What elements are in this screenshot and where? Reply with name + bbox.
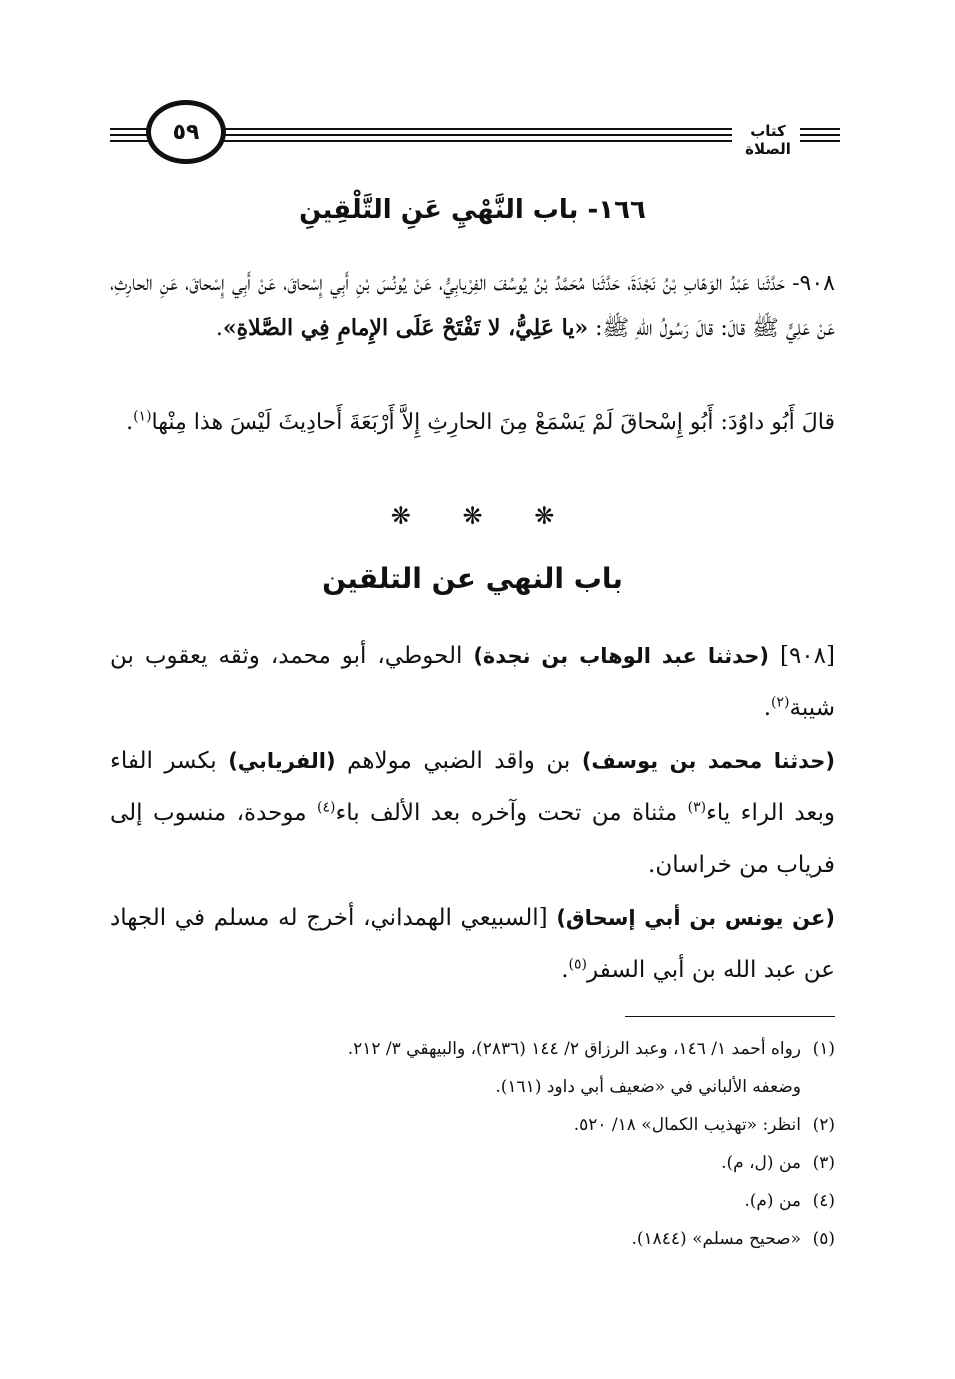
footnote <box>110 1144 835 1182</box>
header-rule <box>110 128 150 130</box>
page-number: ٥٩ <box>146 100 226 164</box>
footnote-divider <box>625 1016 835 1017</box>
asterism-icon: ❋ <box>462 502 483 530</box>
hadith-text <box>110 262 835 351</box>
footnote-number: (١) <box>812 1039 835 1059</box>
footnote <box>110 1030 835 1068</box>
quoted-phrase: (عن يونس بن أبي إسحاق) <box>556 906 835 930</box>
footnote-text: انظر: «تهذيب الكمال» ١٨/ ٥٢٠. <box>573 1115 801 1135</box>
footnote-ref[interactable]: (١) <box>133 408 152 425</box>
commentary-text: . <box>561 957 569 983</box>
chapter-title: ١٦٦- باب النَّهْيِ عَنِ التَّلْقِينِ <box>299 195 646 225</box>
quoted-phrase: (حدثنا محمد بن يوسف) <box>581 749 835 773</box>
section-separator <box>110 502 835 530</box>
commentary-text: بكسر الفاء وبعد الراء ياء <box>110 748 836 826</box>
footnote-ref[interactable]: (٣) <box>687 799 707 816</box>
footnote-text: وضعفه الألباني في «ضعيف أبي داود (١٦١). <box>495 1077 801 1097</box>
commentary-title: باب النهي عن التلقين <box>322 562 623 595</box>
commentary-text: مثناة من تحت وآخره بعد الألف باء <box>335 800 688 826</box>
footnote <box>110 1220 835 1258</box>
header-rule <box>800 134 840 136</box>
footnote-text: من (م). <box>744 1191 801 1211</box>
footnote-ref[interactable]: (٤) <box>316 799 336 816</box>
asterism-icon: ❋ <box>390 502 411 530</box>
header-rule <box>110 134 150 136</box>
quoted-phrase: (الفريابي) <box>228 749 336 773</box>
footnote-ref[interactable]: (٢) <box>771 694 790 711</box>
footnote-number: (٤) <box>812 1191 835 1211</box>
footnotes <box>110 1030 835 1258</box>
header-rule <box>222 134 732 136</box>
asterism-icon: ❋ <box>534 502 555 530</box>
footnote-text: رواه أحمد ١/ ١٤٦، وعبد الرزاق ٢/ ١٤٤ (٢٨٣٦)، والبيهقي ٣/ ٢١٢. <box>347 1039 801 1059</box>
footnote-number: (٣) <box>812 1153 835 1173</box>
running-title: كتاب الصلاة <box>736 122 800 158</box>
header-rule <box>110 140 150 142</box>
footnote <box>110 1068 835 1106</box>
header-rule <box>222 128 732 130</box>
quoted-phrase: (حدثنا عبد الوهاب بن نجدة) <box>473 644 770 668</box>
hadith-end: . <box>215 316 223 341</box>
commentary-paragraph <box>110 892 835 996</box>
commentary-paragraph <box>110 735 835 891</box>
abu-dawud-note <box>110 400 835 446</box>
header-rule <box>222 140 732 142</box>
footnote <box>110 1182 835 1220</box>
commentary-text: بن واقد الضبي مولاهم <box>335 748 582 774</box>
footnote <box>110 1106 835 1144</box>
commentary-text: . <box>763 695 772 721</box>
commentary-text: [السبيعي الهمداني، أخرج له مسلم في الجهاد عن عبد الله بن أبي السفر <box>110 905 835 983</box>
hadith-matn: «يا عَلِيُّ، لا تَفْتَحْ عَلَى الإِمامِ فِي الصَّلاةِ» <box>222 315 589 341</box>
commentary-paragraph <box>110 630 835 734</box>
footnote-number: (٥) <box>812 1229 835 1249</box>
header-rule <box>800 140 840 142</box>
header-rule <box>800 128 840 130</box>
footnote-text: «صحيح مسلم» (١٨٤٤). <box>631 1229 801 1249</box>
running-header <box>110 96 840 176</box>
footnote-ref[interactable]: (٥) <box>568 956 588 973</box>
commentary-text: موحدة، منسوب إلى فرياب من خراسان. <box>110 800 835 878</box>
footnote-number: (٢) <box>812 1115 835 1135</box>
hadith-number: [٩٠٨] <box>769 643 835 669</box>
hadith-chain: ٩٠٨- حَدَّثَنا عَبْدُ الوَهّابِ بْنُ نَجْدَةَ، حَدَّثَنا مُحَمَّدُ بْنُ يُوسُفَ الفِرْيابِيُّ، عَنْ يُونُسَ بْنِ أَبِي إِسْحاقَ، عَنْ أَبِي إِسْحاقَ، عَنِ الحارِثِ، عَنْ عَلِيٍّ ﷺ قالَ: قالَ رَسُولُ اللهِ ﷺ: <box>110 271 835 341</box>
note-end: . <box>126 410 134 435</box>
note-text: قالَ أَبُو داوُدَ: أَبُو إِسْحاقَ لَمْ يَسْمَعْ مِنَ الحارِثِ إِلاَّ أَرْبَعَةَ أَحادِيثَ لَيْسَ هذا مِنْها <box>151 410 835 435</box>
footnote-text: من (ل، م). <box>721 1153 801 1173</box>
commentary-text: الحوطي، أبو محمد، وثقه يعقوب بن شيبة <box>110 643 835 721</box>
